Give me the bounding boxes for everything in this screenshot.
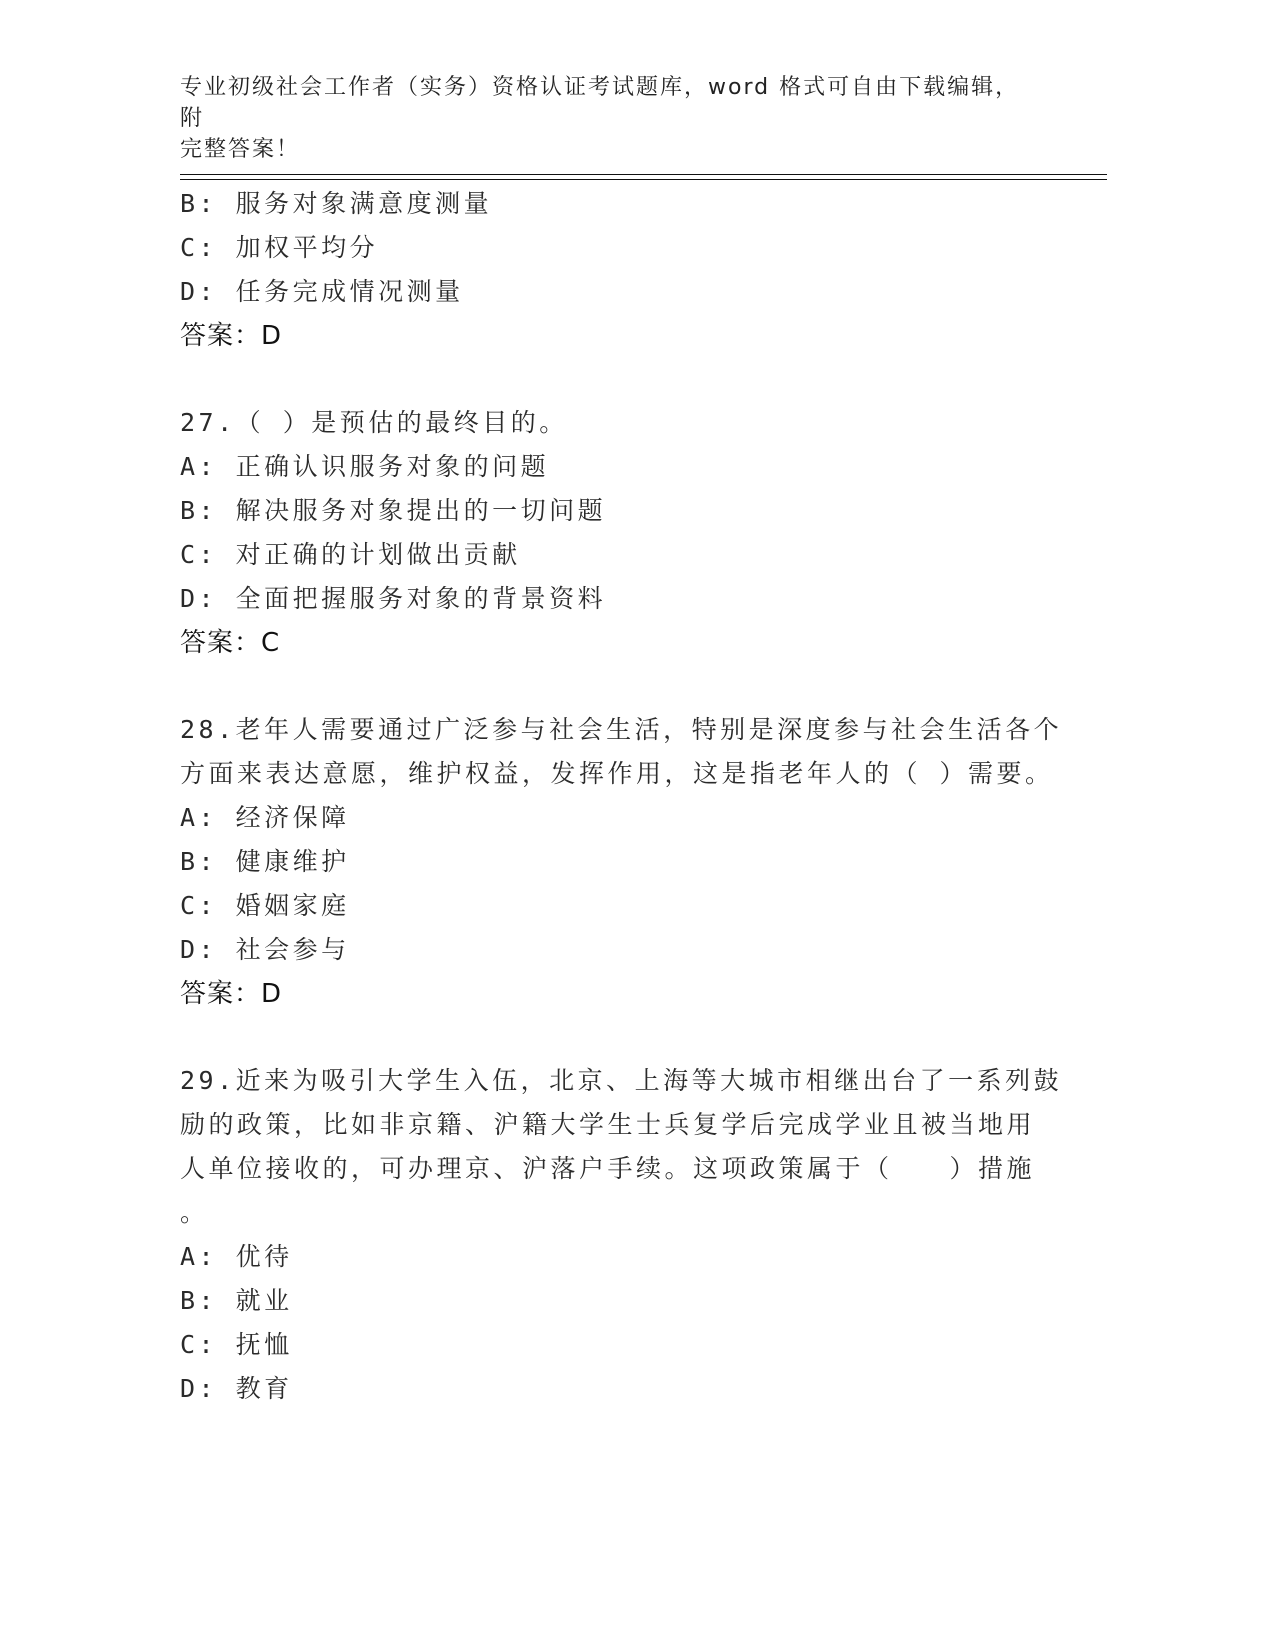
question-stem: 29.近来为吸引大学生入伍，北京、上海等大城市相继出台了一系列鼓 <box>180 1066 1063 1095</box>
question-stem: 励的政策，比如非京籍、沪籍大学生士兵复学后完成学业且被当地用 <box>180 1110 1036 1139</box>
question-stem: 。 <box>180 1198 209 1227</box>
header-line-1: 专业初级社会工作者（实务）资格认证考试题库，word 格式可自由下载编辑，附 <box>180 75 1020 131</box>
question-stem: 方面来表达意愿，维护权益，发挥作用，这是指老年人的（ ）需要。 <box>180 759 1054 788</box>
question-26-tail <box>180 182 1060 358</box>
option-b: B: 就业 <box>180 1286 293 1315</box>
option-d: D: 任务完成情况测量 <box>180 277 464 306</box>
spacer <box>180 358 1060 401</box>
page-header <box>180 72 1040 165</box>
option-b: B: 解决服务对象提出的一切问题 <box>180 496 607 525</box>
option-d: D: 全面把握服务对象的背景资料 <box>180 584 607 613</box>
question-stem: 27.（ ）是预估的最终目的。 <box>180 408 568 437</box>
question-stem: 28.老年人需要通过广泛参与社会生活，特别是深度参与社会生活各个 <box>180 715 1063 744</box>
question-29 <box>180 1059 1063 1411</box>
option-b: B: 健康维护 <box>180 847 350 876</box>
option-d: D: 教育 <box>180 1374 293 1403</box>
option-c: C: 抚恤 <box>180 1330 293 1359</box>
answer-line: 答案：C <box>180 628 281 658</box>
answer-line: 答案：D <box>180 979 283 1009</box>
header-divider <box>180 174 1107 180</box>
answer-line: 答案：D <box>180 321 283 351</box>
option-b: B: 服务对象满意度测量 <box>180 189 493 218</box>
question-content <box>180 182 1063 1411</box>
spacer <box>180 665 1060 708</box>
option-a: A: 经济保障 <box>180 803 350 832</box>
spacer <box>180 1016 1060 1059</box>
option-a: A: 优待 <box>180 1242 293 1271</box>
header-line-2: 完整答案！ <box>180 137 301 162</box>
question-27 <box>180 401 1060 665</box>
option-c: C: 对正确的计划做出贡献 <box>180 540 521 569</box>
question-stem: 人单位接收的，可办理京、沪落户手续。这项政策属于（ ）措施 <box>180 1154 1036 1183</box>
option-c: C: 加权平均分 <box>180 233 379 262</box>
question-28 <box>180 708 1063 1016</box>
option-c: C: 婚姻家庭 <box>180 891 350 920</box>
option-d: D: 社会参与 <box>180 935 350 964</box>
option-a: A: 正确认识服务对象的问题 <box>180 452 550 481</box>
